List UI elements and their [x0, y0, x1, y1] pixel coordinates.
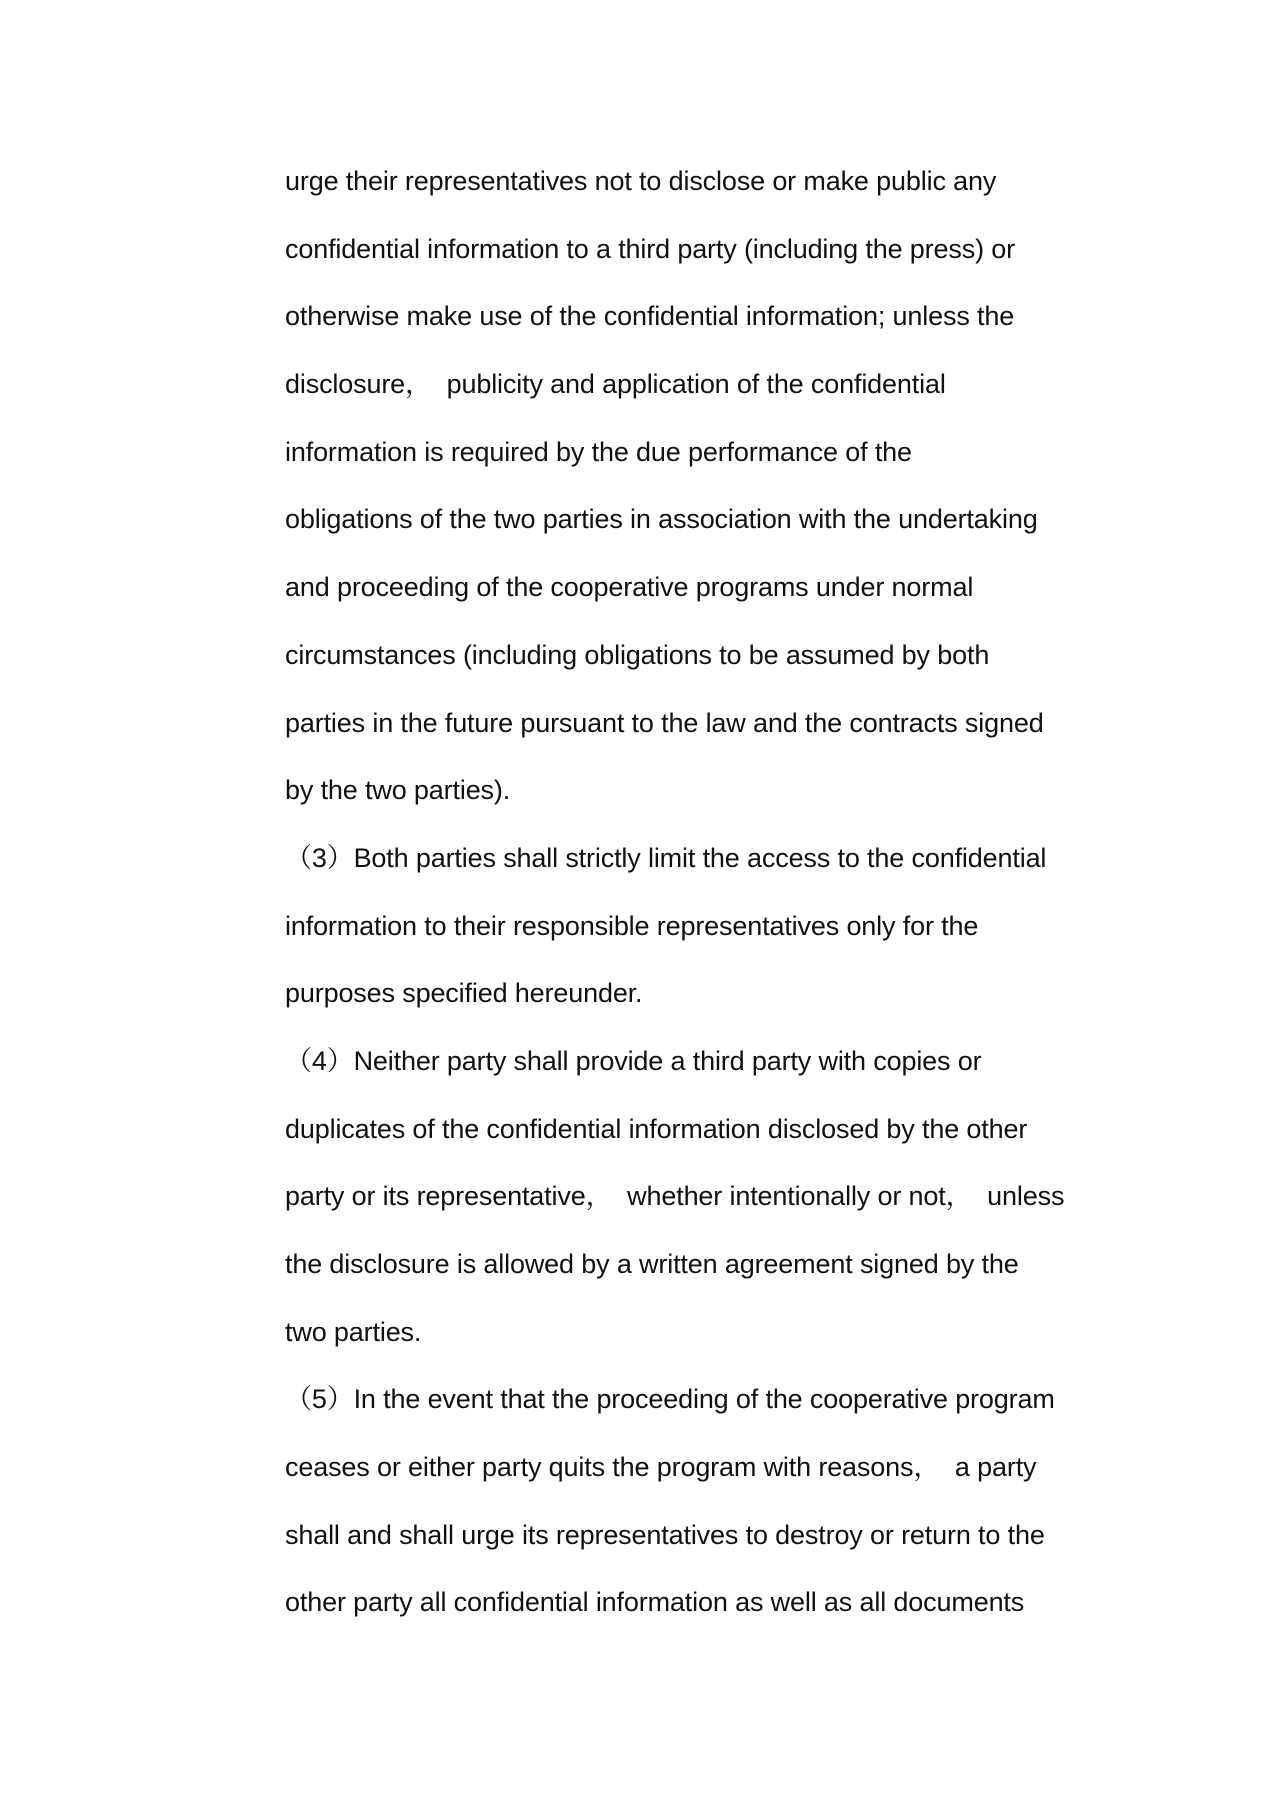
- text-line: urge their representatives not to disclose or make public any: [285, 166, 997, 196]
- clause-5-line: （5）In the event that the proceeding of the cooperative program: [285, 1384, 1055, 1415]
- text-line: duplicates of the confidential information disclosed by the other: [285, 1113, 1028, 1144]
- text-line: other party all confidential information as well as all documents: [285, 1587, 1025, 1618]
- text-line: confidential information to a third party (including the press) or: [285, 233, 1015, 264]
- text-line: circumstances (including obligations to be assumed by both: [285, 639, 990, 670]
- clause-3-line: （3）Both parties shall strictly limit the access to the confidential: [285, 842, 1047, 873]
- text-line: party or its representative， whether intentionally or not， unless: [285, 1181, 1065, 1212]
- text-line: information to their responsible representatives only for the: [285, 910, 979, 941]
- body-text: [285, 164, 1105, 1653]
- text-line: purposes specified hereunder.: [285, 978, 643, 1009]
- text-line: parties in the future pursuant to the law and the contracts signed: [285, 707, 1044, 738]
- text-line: obligations of the two parties in association with the undertaking: [285, 504, 1038, 535]
- text-line: information is required by the due performance of the: [285, 436, 912, 467]
- text-line: two parties.: [285, 1316, 422, 1347]
- text-line: disclosure， publicity and application of the confidential: [285, 369, 946, 400]
- text-line: shall and shall urge its representatives to destroy or return to the: [285, 1519, 1045, 1550]
- text-line: and proceeding of the cooperative programs under normal: [285, 572, 974, 603]
- clause-4-line: （4）Neither party shall provide a third party with copies or: [285, 1045, 982, 1076]
- text-line: by the two parties).: [285, 775, 511, 806]
- text-line: otherwise make use of the confidential information; unless the: [285, 301, 1015, 332]
- text-line: the disclosure is allowed by a written agreement signed by the: [285, 1249, 1019, 1279]
- text-line: ceases or either party quits the program with reasons， a party: [285, 1452, 1037, 1483]
